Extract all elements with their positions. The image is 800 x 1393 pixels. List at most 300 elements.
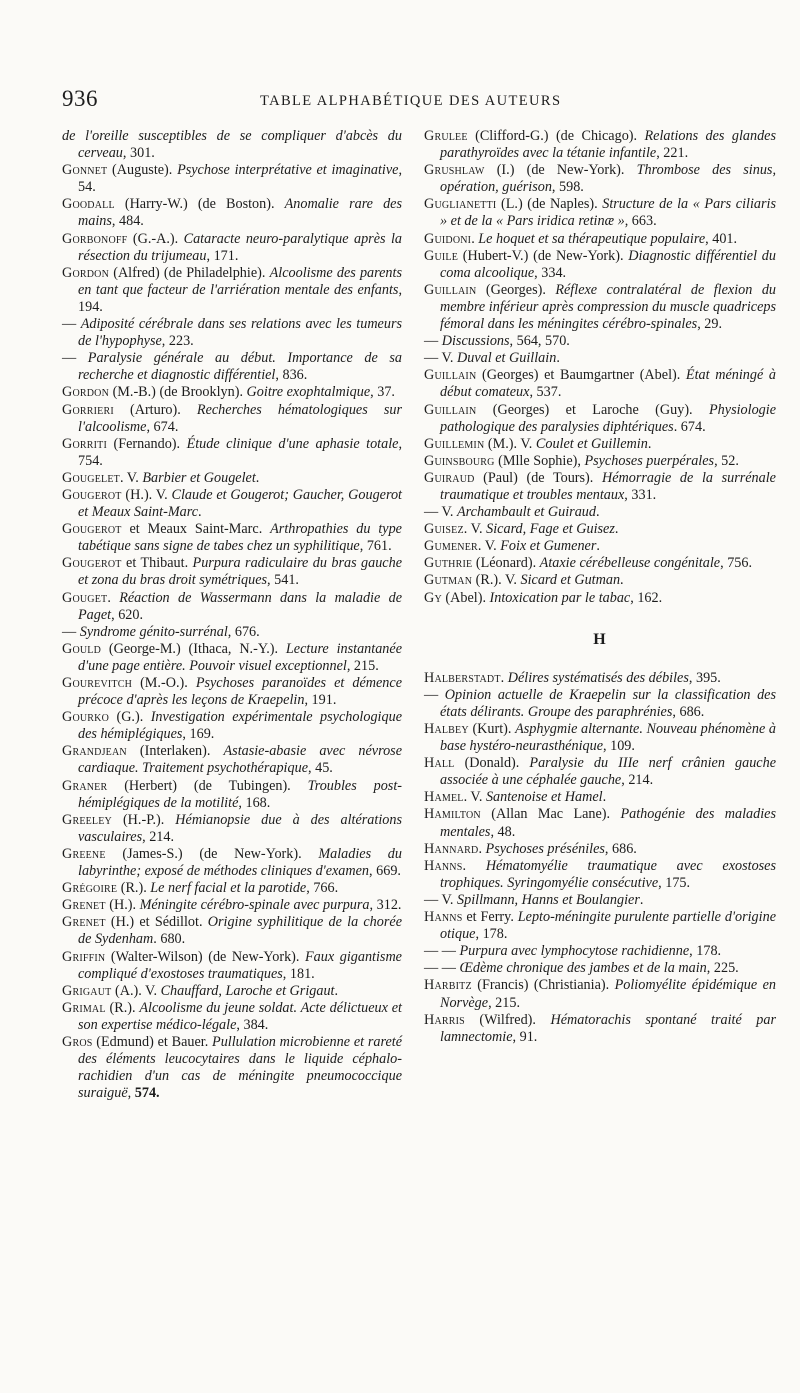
page-reference: , 194. [78,281,402,315]
work-title: Purpura radiculaire du bras gauche et zona du bras droit symétriques [78,555,402,589]
work-title: Lepto-méningite purulente partielle d'origine otique [440,909,776,943]
page-reference: . [334,982,339,999]
page-reference: , 331. [624,486,657,503]
author-details: (Hubert-V.) (de New-York). [458,247,629,264]
entry-prefix: — — [424,960,460,977]
author-name: Guglianetti [424,196,497,213]
author-name: Guisez [424,521,464,538]
work-title: Syndrome génito-surrénal [79,623,228,640]
author-details: (Fernando). [106,435,187,452]
index-entry [424,960,776,977]
index-entry [62,487,402,521]
author-name: Gordon [62,384,110,401]
index-entry [424,909,776,943]
author-name: Griffin [62,948,106,965]
author-details: (Donald). [454,755,530,772]
author-name: Gougerot [62,555,122,572]
work-title: Faux gigantisme compliqué d'exostoses traumatiques [78,948,402,982]
index-entry [62,743,402,777]
author-name: Harris [424,1011,465,1028]
index-entry [62,778,402,812]
page-reference: , 162. [630,589,663,606]
index-entry [62,521,402,555]
author-name: Gumener [424,538,478,555]
page-reference: , 169. [182,726,215,743]
author-details: (Clifford-G.) (de Chicago). [467,128,645,144]
author-name: Gonnet [62,162,108,179]
entry-prefix: — [424,686,445,703]
entry-prefix: — [424,333,442,350]
author-name: Grégoire [62,880,118,897]
page-reference: . 680. [153,931,186,948]
index-entry [62,128,402,162]
page-reference: , 334. [534,264,567,281]
author-details: (R.). [117,880,151,897]
index-entry [424,858,776,892]
page-reference: . [198,504,202,521]
author-name: Graner [62,777,108,794]
author-details: (Alfred) (de Philadelphie). [109,264,270,281]
page-reference: , 91. [512,1028,538,1045]
page-reference: . 674. [673,418,706,435]
index-entry [424,590,776,607]
work-title: Origine syphilitique de la chorée de Sydenham [78,914,402,948]
author-name: Gorrieri [62,401,114,418]
author-details: . [462,857,486,874]
index-entry [424,841,776,858]
page-reference: , 598. [551,179,584,196]
author-name: Guillain [424,401,477,418]
entry-prefix: — [62,316,81,333]
author-name: Halberstadt [424,669,501,686]
work-title: Sicard et Gutman [520,572,621,589]
work-title: Santenoise et Hamel [485,789,603,806]
entry-prefix: — V. [424,504,457,521]
work-title: Relations des glandes parathyroïdes avec la tétanie infantile [440,128,777,162]
work-title: Foix et Gumener [500,538,597,555]
author-name: Guillain [424,367,477,384]
work-title: Arthropathies du type tabétique sans signe de tabes chez un syphilitique [78,521,402,555]
author-details: (M.). V. [484,435,536,452]
author-details: . V. [463,789,486,806]
work-title: Discussions [441,333,510,350]
index-entry [62,880,402,897]
index-entry [62,949,402,983]
work-title: Investigation expérimentale psychologique des hémiplégiques [78,709,402,743]
page-reference: , 214. [621,772,654,789]
work-title: Le nerf facial et la parotide [150,880,307,897]
page-reference: , 178. [475,926,508,943]
page-reference: , 215. [346,657,379,674]
index-entry [424,806,776,840]
author-details: (I.) (de New-York). [484,162,637,179]
work-title: Psychose interprétative et imaginative [177,162,399,179]
work-title: Lecture instantanée d'une page entière. Pouvoir visuel exceptionnel [78,640,402,674]
author-details: (H.) et Sédillot. [105,914,208,931]
author-name: Hamilton [424,806,481,823]
author-name: Gould [62,640,102,657]
index-entry [424,367,776,401]
author-details: . [478,840,486,857]
page-reference: , 754. [78,435,402,469]
index-entry [424,555,776,572]
index-entry [424,892,776,909]
index-entry [424,755,776,789]
work-title: Asphygmie alternante. Nouveau phénomène à base hystéro-neurasthénique [440,721,776,755]
author-name: Guidoni [424,230,472,247]
work-title: Ataxie cérébelleuse congénitale [539,555,721,572]
author-name: Hannard [424,840,479,857]
work-title: Hémianopsie due à des altérations vasculaires [78,811,402,845]
author-name: Grushlaw [424,162,485,179]
page-reference: . [620,572,624,589]
index-entry [424,162,776,196]
work-title: de l'oreille susceptibles de se compliquer d'abcès du cerveau [62,128,402,162]
index-entry [424,789,776,806]
author-name: Hanns [424,857,463,874]
entry-prefix: — — [424,943,460,960]
index-entry [424,128,776,162]
author-details: (Harry-W.) (de Boston). [114,196,285,213]
author-name: Grigaut [62,982,112,999]
page-reference: . [255,469,260,486]
index-entry [424,1012,776,1046]
running-title: TABLE ALPHABÉTIQUE DES AUTEURS [260,93,562,109]
page-reference: , 52. [714,452,739,469]
author-name: Grenet [62,914,106,931]
work-title: Sicard, Fage et Guisez [486,521,615,538]
page-reference: , 221. [656,145,689,162]
page-reference: , 225. [706,960,739,977]
author-details: . V. [119,469,143,486]
author-details: (Francis) (Christiania). [471,977,615,994]
work-title: Opinion actuelle de Kraepelin sur la classification des états délirants. Groupe des paraphrénies [440,686,777,720]
page-reference: , 756. [720,555,753,572]
index-entry [62,162,402,196]
page-reference: , 215. [488,994,520,1011]
page-reference: . [639,891,644,908]
index-entry [62,1034,402,1102]
author-details: (H.-P.). [111,811,176,828]
author-name: Gougerot [62,486,122,503]
author-details: (R.). V. [472,572,521,589]
index-entry [62,555,402,589]
page-reference: , 223. [161,333,194,350]
work-title: Psychoses puerpérales [584,452,715,469]
author-details: (Herbert) (de Tubingen). [107,777,308,794]
page-reference: , 29. [697,316,723,333]
page-reference: , 171. [206,247,239,264]
author-name: Hamel [424,789,464,806]
author-name: Guiraud [424,469,475,486]
index-entry [424,470,776,504]
work-title: Barbier et Gougelet [142,469,256,486]
author-details: (George-M.) (Ithaca, N.-Y.). [101,640,286,657]
page-reference: , 686. [672,703,705,720]
index-entry [424,333,776,350]
page-reference: . [595,504,600,521]
author-details: (R.). [105,999,140,1016]
author-name: Grimal [62,999,106,1016]
work-title: Œdème chronique des jambes et de la main [459,960,707,977]
page-number: 936 [62,86,98,111]
index-entry [62,470,402,487]
author-details: (Allan Mac Lane). [480,806,621,823]
index-entry [62,350,402,384]
work-title: Astasie-abasie avec névrose cardiaque. Traitement psychothérapique [78,743,402,777]
author-details: (M.-B.) (de Brooklyn). [109,384,247,401]
index-entry [62,812,402,846]
author-name: Greeley [62,811,112,828]
index-entry [62,196,402,230]
work-title: Adiposité cérébrale dans ses relations avec les tumeurs de l'hypophyse [78,316,402,350]
index-entry [424,282,776,333]
work-title: Délires systématisés des débiles [507,669,689,686]
work-title: Diagnostic différentiel du coma alcoolique [440,247,776,281]
page-reference: , 686. [604,840,637,857]
work-title: Anomalie rare des mains [78,196,402,230]
author-name: Guinsbourg [424,452,495,469]
author-name: Gourevitch [62,675,133,691]
work-title: Claude et Gougerot; Gaucher, Gougerot et Meaux Saint-Marc [78,486,402,521]
author-name: Gutman [424,572,473,589]
page-reference: , 620. [111,606,144,623]
index-entry [424,436,776,453]
work-title: Intoxication par le tabac [489,589,631,606]
page-reference: , 54. [78,162,402,196]
author-name: Guillemin [424,435,485,452]
author-details: et Ferry. [462,909,518,926]
work-title: Réflexe contralatéral de flexion du membre inférieur après compression du muscle quadriceps fémoral dans les méningites cérébro-spinales [440,281,777,333]
author-details: et Thibaut. [121,555,193,572]
work-title: Hémorragie de la surrénale traumatique et troubles mentaux [440,469,776,503]
page-reference: , 541. [267,572,299,589]
author-name: Gorriti [62,435,107,452]
work-title: Archambault et Guiraud [457,504,596,521]
page-reference: , 761. [359,538,392,555]
work-title: Duval et Guillain [457,350,557,367]
author-details: (James-S.) (de New-York). [105,845,319,862]
work-title: Le hoquet et sa thérapeutique populaire [478,230,706,247]
page-reference: , 45. [308,760,333,777]
page-reference: . [596,538,600,555]
work-title: Psychoses préséniles [485,840,605,857]
author-details: (Wilfred). [464,1011,551,1028]
author-details: . [500,669,508,686]
author-details: (Georges). [476,281,556,298]
work-title: Étude clinique d'une aphasie totale [186,435,399,452]
author-details: (Edmund) et Bauer. [92,1033,213,1050]
author-details: (Interlaken). [126,743,224,760]
author-name: Gougerot [62,521,122,538]
work-title: Recherches hématologiques sur l'alcoolisme [78,401,402,435]
right-column-h-entries [424,670,776,1046]
author-name: Gordon [62,264,110,281]
author-details: (Paul) (de Tours). [474,469,602,486]
author-details: (M.-O.). [132,675,196,691]
entry-prefix: — [62,623,80,640]
work-title: Spillmann, Hanns et Boulangier [457,891,640,908]
work-title: Structure de la « Pars ciliaris » et de la « Pars iridica retinæ » [440,196,776,230]
author-details: (Walter-Wilson) (de New-York). [105,948,305,965]
author-details: (Léonard). [472,555,540,572]
work-title: Pathogénie des maladies mentales [440,806,776,840]
index-entry [424,504,776,521]
index-entry [424,943,776,960]
index-entry [424,350,776,367]
index-entry [62,436,402,470]
index-entry [62,402,402,436]
author-details: (Georges) et Laroche (Guy). [476,401,710,418]
index-entry [62,1000,402,1034]
author-details: . V. [477,538,501,555]
work-title: État méningé à début comateux [440,367,776,401]
work-title: Goitre exophtalmique [246,384,371,401]
author-details: (L.) (de Naples). [496,196,603,213]
index-entry [62,316,402,350]
index-entry [424,977,776,1011]
entry-prefix: — V. [424,350,457,367]
index-entry [62,846,402,880]
author-details: (H.). [105,897,140,914]
page-reference: , 178. [689,943,722,960]
index-entry [62,231,402,265]
page-reference: , 384. [236,1016,269,1033]
author-details: (Arturo). [113,401,197,418]
author-name: Guile [424,247,459,264]
page-reference-bold: 574. [134,1085,160,1102]
index-entry [62,590,402,624]
author-name: Greene [62,845,106,862]
index-entry [62,983,402,1000]
index-entry [62,675,402,709]
author-details: (G.). [109,709,151,726]
author-name: Gy [424,589,442,606]
author-details: (H.). V. [121,486,172,503]
work-title: Pullulation microbienne et rareté des éléments leucocytaires dans le liquide céphalo-rachidien d'un cas de méningite pneumococcique suraiguë [78,1033,402,1102]
page-reference: . [556,350,560,367]
work-title: Méningite cérébro-spinale avec purpura [139,897,370,914]
author-details: (Mlle Sophie), [494,452,585,469]
page-reference: , 301. [122,145,155,162]
page-reference: , 669. [369,863,401,880]
author-name: Harbitz [424,977,472,994]
author-details: (G.-A.). [127,230,184,247]
work-title: Maladies du labyrinthe; exposé de méthodes cliniques d'examen [78,845,402,880]
right-column-g-entries [424,128,776,607]
author-details: (Georges) et Baumgartner (Abel). [476,367,686,384]
work-title: Thrombose des sinus, opération, guérison [440,162,776,196]
author-name: Guthrie [424,555,473,572]
work-title: Physiologie pathologique des paralysies diphtériques [440,401,776,435]
author-name: Grulee [424,128,468,144]
index-entry [424,453,776,470]
index-entry [424,572,776,589]
author-name: Gorbonoff [62,230,128,247]
work-title: Réaction de Wassermann dans la maladie de Paget [78,589,403,623]
author-name: Hall [424,755,455,772]
left-column [62,128,402,1102]
author-name: Grenet [62,897,106,914]
index-entry [424,196,776,230]
work-title: Chauffard, Laroche et Grigaut [160,982,335,999]
page-reference: , 766. [306,880,339,897]
index-entry [424,687,776,721]
page-reference: , 109. [603,738,635,755]
page-reference: , 676. [227,623,260,640]
page-reference: , 484. [111,213,144,230]
page-reference: , 168. [238,794,271,811]
page-reference: , 48. [490,823,516,840]
index-entry [424,721,776,755]
author-details: (Kurt). [468,721,516,737]
index-entry [424,670,776,687]
index-entry [424,538,776,555]
author-name: Gouget [62,589,108,606]
page-reference: , 214. [142,828,175,845]
author-details: . V. [463,521,487,538]
author-details: et Meaux Saint-Marc. [121,521,271,538]
index-entry [62,641,402,675]
work-title: Hématomyélie traumatique avec exostoses trophiques. Syringomyélie consécutive [440,857,776,891]
author-details: (A.). V. [111,982,161,999]
page-header [62,86,778,116]
page-reference: , 395. [688,669,721,686]
page-reference: , 191. [304,692,337,709]
page-reference: . [647,435,652,452]
index-entry [424,402,776,436]
page-reference: , 175. [658,874,691,891]
index-entry [424,248,776,282]
author-name: Gros [62,1033,93,1050]
work-title: Paralysie du IIIe nerf crânien gauche associée à une céphalée gauche [440,755,776,789]
author-details: (Auguste). [107,162,178,179]
index-entry [62,709,402,743]
page-reference: , 674. [146,418,179,435]
right-column [424,128,776,1046]
work-title: Troubles post-hémiplégiques de la motilité [78,777,402,811]
page-reference: , 836. [275,367,308,384]
author-name: Guillain [424,281,477,298]
page-reference: , [127,1085,135,1102]
author-name: Gougelet [62,469,120,486]
index-entry [62,265,402,316]
work-title: Psychoses paranoïdes et démence précoce d'après les leçons de Kraepelin [78,675,402,709]
page-reference: , 312. [369,897,402,914]
author-details: . [107,589,120,606]
entry-prefix: — V. [424,891,457,908]
work-title: Poliomyélite épidémique en Norvège [440,977,776,1011]
index-entry [62,897,402,914]
author-details: (Abel). [441,589,490,606]
author-name: Hanns [424,909,463,926]
author-name: Grandjean [62,743,127,760]
work-title: Alcoolisme du jeune soldat. Acte délictueux et son expertise médico-légale [78,999,402,1033]
work-title: Paralysie générale au début. Importance de sa recherche et diagnostic différentiel [78,350,402,384]
index-entry [62,384,402,401]
page-reference: , 37. [370,384,395,401]
page-reference: , 564, 570. [509,333,570,350]
page-reference: . [602,789,607,806]
work-title: Hématorachis spontané traité par lamnectomie [440,1011,777,1045]
index-entry [62,914,402,948]
author-name: Halbey [424,721,469,737]
page-reference: , 401. [705,230,738,247]
index-entry [424,521,776,538]
section-letter-h: H [593,630,607,648]
work-title: Purpura avec lymphocytose rachidienne [459,943,690,960]
index-entry [424,231,776,248]
